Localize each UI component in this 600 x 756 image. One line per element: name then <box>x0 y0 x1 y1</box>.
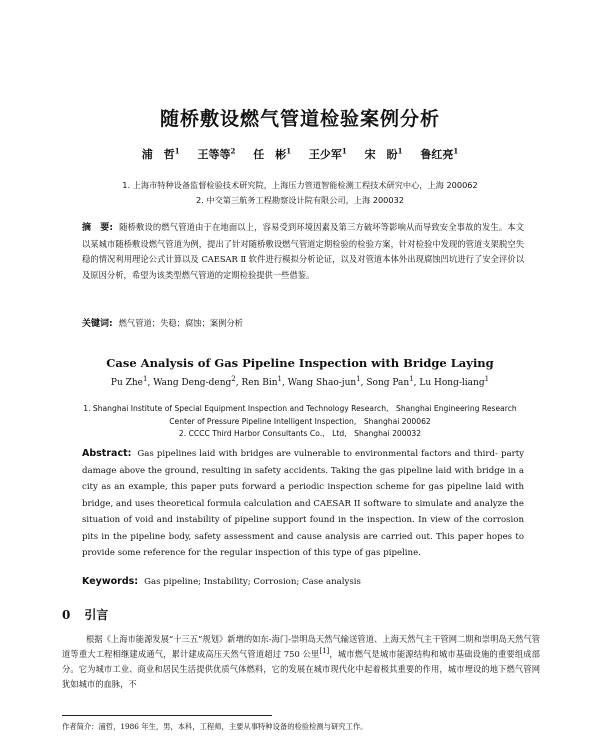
cn-affiliations <box>0 178 600 208</box>
section-title: 引言 <box>84 608 109 622</box>
en-author: Wang Deng-deng$^2$ <box>153 375 236 388</box>
cn-authors <box>0 146 600 162</box>
section-number: 0 <box>62 608 71 622</box>
cn-author: 任 彬$^1$ <box>253 146 292 161</box>
en-affiliation: 2. CCCC Third Harbor Consultants Co., Ltd, Shanghai 200032 <box>178 429 422 438</box>
footnote: 作者简介：浦哲，1986 年生，男，本科，工程师，主要从事特种设备的检验检测与研究工作。 <box>62 722 368 731</box>
en-abstract <box>82 446 524 562</box>
cn-author: 宋 盼$^1$ <box>364 146 403 161</box>
en-author: Ren Bin$^1$ <box>241 375 282 388</box>
cn-keywords-text: 燃气管道；失稳；腐蚀；案例分析 <box>118 318 244 328</box>
en-authors: Pu Zhe$^1$, Wang Deng-deng$^2$, Ren Bin$^1$, Wang Shao-jun$^1$, Song Pan$^1$, Lu Hong-liang$^1$ <box>110 375 490 388</box>
en-affiliation: Center of Pressure Pipeline Intelligent Inspection, Shanghai 200062 <box>169 416 431 426</box>
citation: [1] <box>319 647 330 656</box>
en-author: Song Pan$^1$ <box>366 375 414 388</box>
en-abstract-text: Gas pipelines laid with bridges are vulnerable to environmental factors and third- party damage above the ground, resulting in safety accidents. Taking the gas pipeline laid with bridge in a city as an example, this paper puts forward a periodic inspection scheme for gas pipeline laid with bridge, and uses theoretical formula calculation and CAESAR II software to simulate and analyze the situation of void and instability of pipeline support found in the inspection. In view of the corrosion pits in the pipeline body, safety assessment and cause analysis are carried out. This paper hopes to provide some reference for the regular inspection of this type of gas pipeline. <box>82 449 524 558</box>
en-abstract-label: Abstract: <box>82 448 132 459</box>
en-keywords-text: Gas pipeline; Instability; Corrosion; Case analysis <box>144 577 361 587</box>
en-title: Case Analysis of Gas Pipeline Inspection with Bridge Laying <box>106 356 494 370</box>
en-author: Wang Shao-jun$^1$ <box>287 375 361 388</box>
cn-author: 王少军$^1$ <box>308 146 347 161</box>
cn-keywords-label: 关键词: <box>82 319 113 329</box>
footnote-divider <box>62 715 272 716</box>
en-author: Lu Hong-liang$^1$ <box>419 375 490 388</box>
intro-paragraph: 根据《上海市能源发展“十三五”规划》新增的如东-海门-崇明岛天然气输送管道、上海天然气主干管网二期和崇明岛天然气管道等重大工程相继建成通气，累计建成高压天然气管道超过 750 公里[1]，城市燃气是城市能源结构和城市基础设施的重要组成部分。它为城市工业、商业和居民生活提供优质气体燃料，它的发展在城市现代化中起着极其重要的作用，城市埋设的地下燃气管网犹如城市的血脉，不 <box>62 634 540 689</box>
en-affiliation: 1. Shanghai Institute of Special Equipment Inspection and Technology Research, Shanghai Engineering Research <box>83 404 517 413</box>
cn-title: 随桥敷设燃气管道检验案例分析 <box>159 108 440 130</box>
cn-author: 浦 哲$^1$ <box>141 146 180 161</box>
cn-affiliation: 2. 中交第三航务工程勘察设计院有限公司，上海 200032 <box>195 195 405 205</box>
cn-abstract <box>82 220 524 283</box>
en-affiliations <box>0 403 600 441</box>
en-keywords <box>82 576 524 587</box>
en-keywords-label: Keywords: <box>82 576 139 587</box>
cn-abstract-text: 随桥敷设的燃气管道由于在地面以上，容易受到环境因素及第三方破坏等影响从而导致安全事故的发生。本文以某城市随桥敷设燃气管道为例，提出了针对随桥敷设燃气管道定期检验的检验方案，针对检验中发现的管道支架脱空失稳的情况利用理论公式计算以及 CAESAR Ⅱ 软件进行模拟分析论证，以及对管道本体外出现腐蚀凹坑进行了安全评价以及原因分析，希望为该类型燃气管道的定期检验提供一些借鉴。 <box>82 222 524 280</box>
cn-keywords <box>82 316 524 329</box>
cn-abstract-label: 摘 要: <box>82 223 114 233</box>
cn-author: 王等等$^2$ <box>197 146 236 161</box>
section-heading <box>62 606 108 623</box>
cn-author: 鲁红亮$^1$ <box>420 146 459 161</box>
cn-affiliation: 1. 上海市特种设备监督检验技术研究院，上海压力管道智能检测工程技术研究中心，上海 200062 <box>122 180 478 190</box>
en-author: Pu Zhe$^1$ <box>110 375 148 388</box>
